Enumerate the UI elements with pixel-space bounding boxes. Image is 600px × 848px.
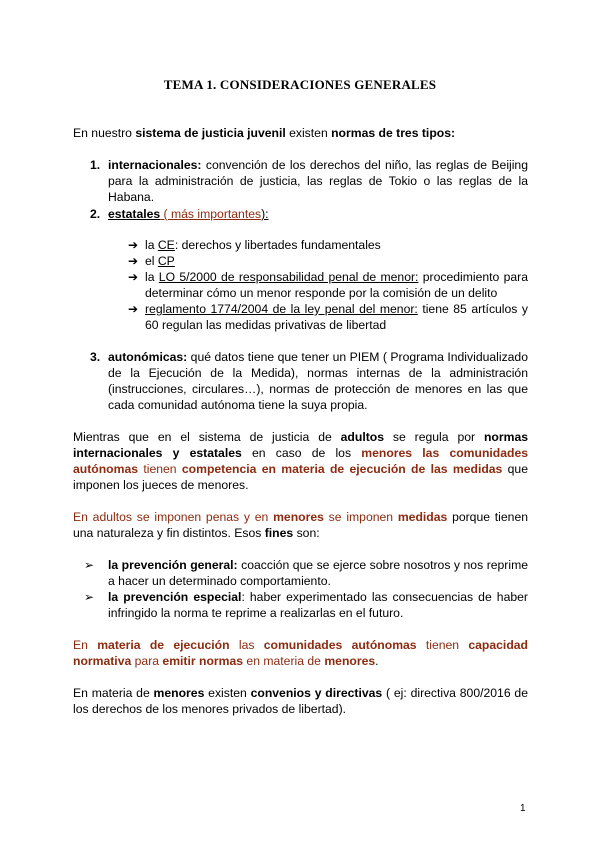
link-mas-importantes[interactable]: ( más importantes [160, 207, 262, 221]
paragraph-materia-ejecucion: En materia de ejecución las comunidades autónomas tienen capacidad normativa para emitir normas en materia de menores. [73, 638, 528, 668]
sublist-item-lo-5-2000: ➔ la LO 5/2000 de responsabilidad penal de menor: procedimiento para determinar cómo un menor responde por la comisión de un delito [128, 270, 529, 300]
list-item-prevencion-especial: ➢ la prevención especial: haber experimentado las consecuencias de haber infringido la norma te reprime a realizarlas en el futuro. [84, 590, 528, 620]
triangle-arrow-icon: ➢ [84, 558, 95, 572]
arrow-icon: ➔ [128, 302, 139, 316]
arrow-icon: ➔ [128, 238, 139, 252]
list-item-autonomicas: 3. autonómicas: qué datos tiene que tener un PIEM ( Programa Individualizado de la Ejecución de la Medida), normas internas de la administración (instrucciones, circulares…), normas de protección de menores en las que cada comunidad autónoma tiene la suya propia. [90, 350, 528, 412]
paragraph-adultos-menores: Mientras que en el sistema de justicia de adultos se regula por normas internacionales y estatales en caso de los menores las comunidades autónomas tienen competencia en materia de ejecución de las medidas que imponen los jueces de menores. [73, 430, 529, 492]
list-number: 2. [90, 207, 101, 221]
list-item-estatales: 2. estatales ( más importantes): [90, 207, 269, 221]
page-number: 1 [520, 803, 526, 814]
sublist-item-cp: ➔ el CP [128, 254, 175, 268]
sublist-item-ce: ➔ la CE: derechos y libertades fundamentales [128, 238, 381, 252]
list-item-internacionales: 1. internacionales: convención de los derechos del niño, las reglas de Beijing para la administración de justicia, las reglas de Tokio o las reglas de la Habana. [90, 158, 528, 204]
paragraph-convenios: En materia de menores existen convenios y directivas ( ej: directiva 800/2016 de los derechos de los menores privados de libertad). [73, 686, 528, 716]
paragraph-penas-medidas: En adultos se imponen penas y en menores se imponen medidas porque tienen una naturaleza y fin distintos. Esos fines son: [73, 510, 528, 540]
list-item-prevencion-general: ➢ la prevención general: coacción que se ejerce sobre nosotros y nos reprime a hacer un determinado comportamiento. [84, 558, 528, 588]
intro-paragraph: En nuestro sistema de justicia juvenil existen normas de tres tipos: [73, 126, 456, 140]
list-number: 1. [90, 158, 101, 172]
triangle-arrow-icon: ➢ [84, 590, 95, 604]
list-number: 3. [90, 350, 101, 364]
arrow-icon: ➔ [128, 254, 139, 268]
arrow-icon: ➔ [128, 270, 139, 284]
page-title: TEMA 1. CONSIDERACIONES GENERALES [163, 77, 437, 92]
sublist-item-reglamento: ➔ reglamento 1774/2004 de la ley penal del menor: tiene 85 artículos y 60 regulan las medidas privativas de libertad [128, 302, 528, 332]
